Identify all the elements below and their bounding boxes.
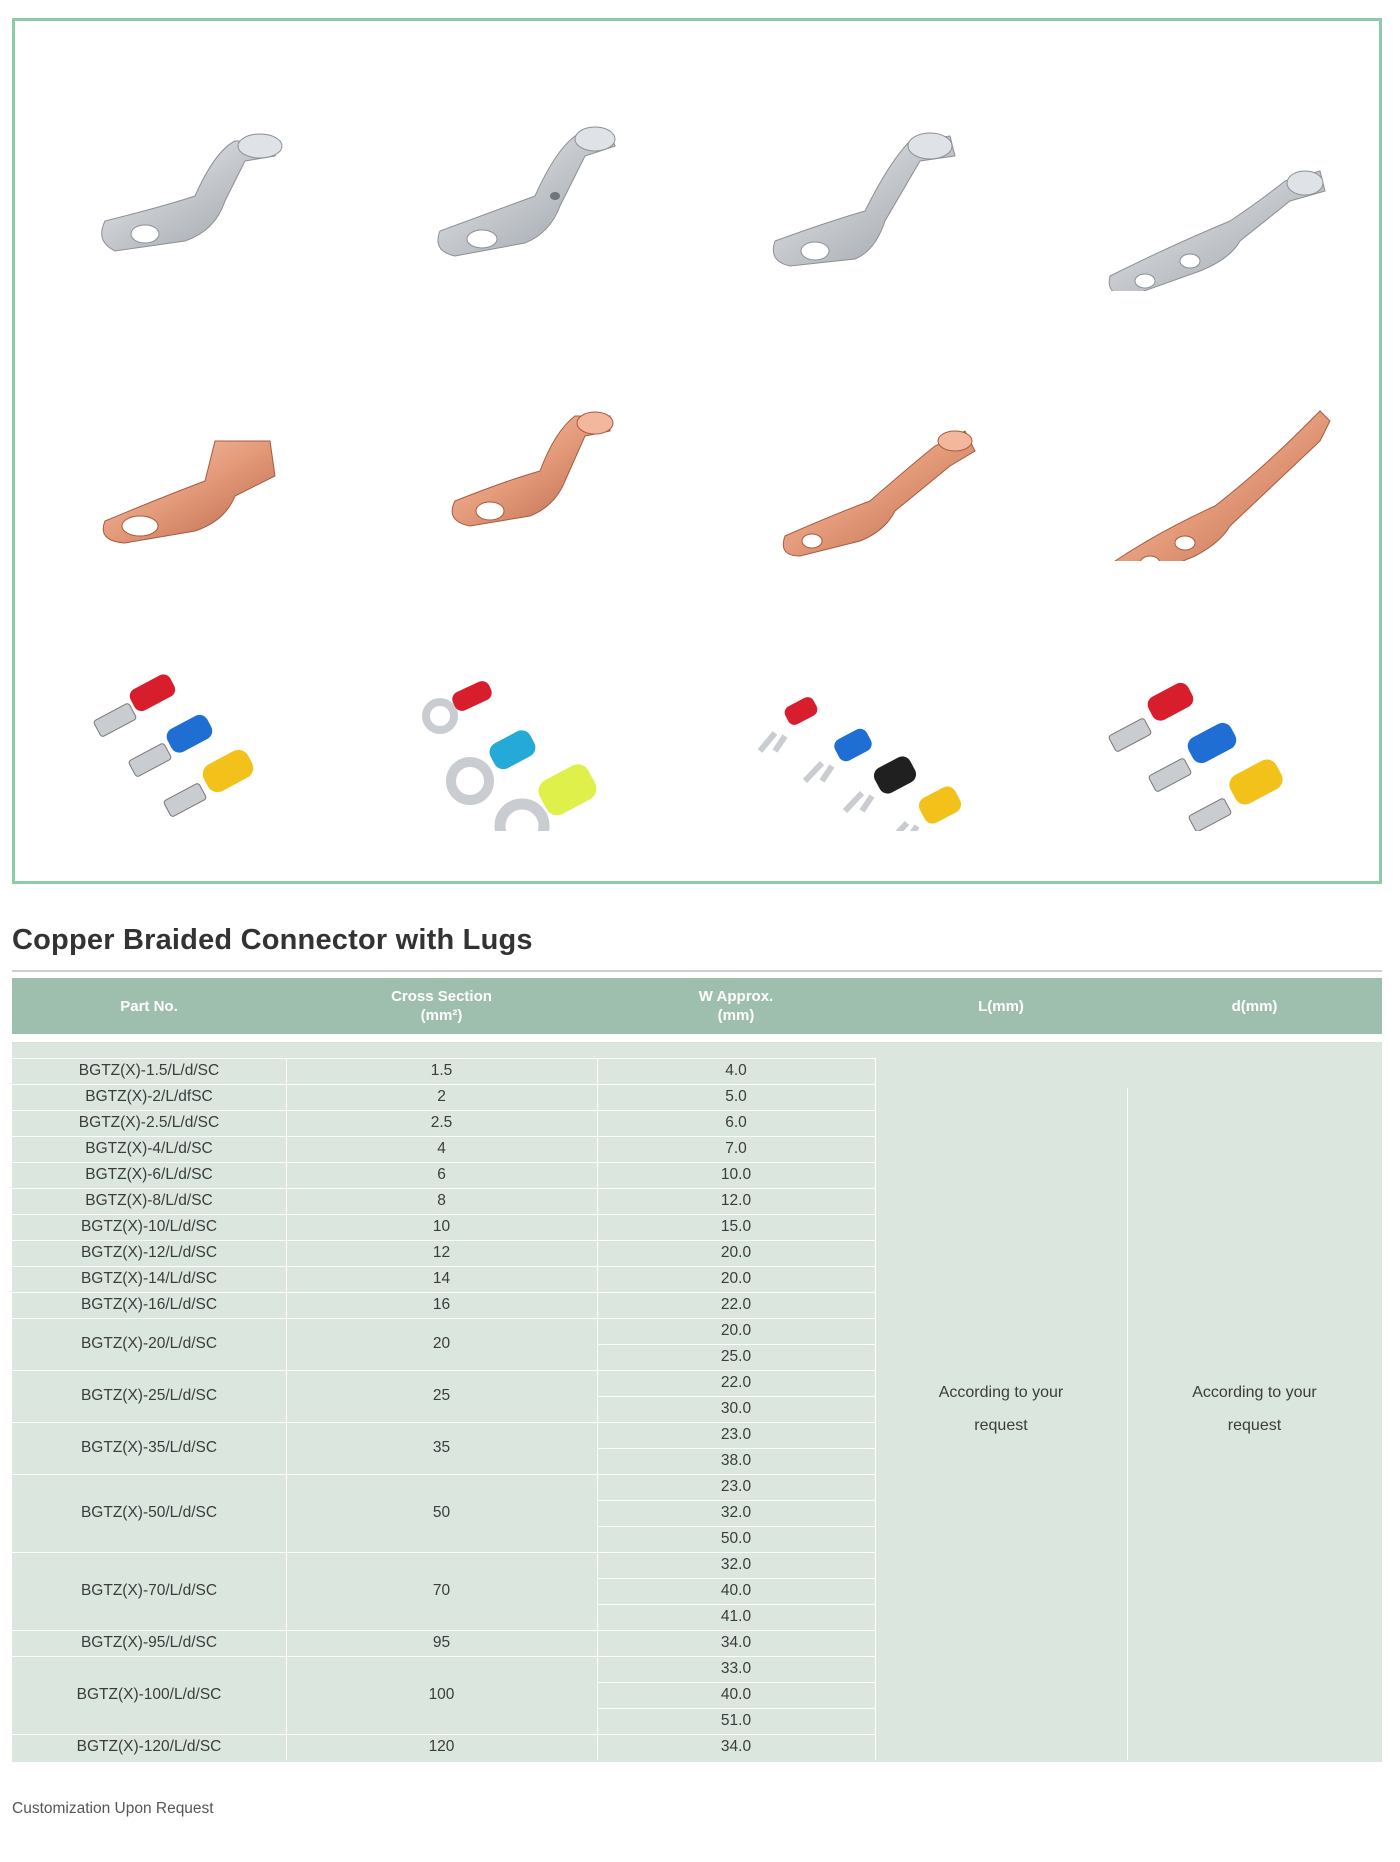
d-mm-value: According to your request — [1192, 1384, 1317, 1434]
header-d-mm — [1127, 978, 1382, 1034]
row-divider — [12, 1370, 875, 1371]
column-divider — [1127, 1088, 1128, 1760]
cross-section-cell: 16 — [432, 1296, 451, 1313]
w-approx-cell: 20.0 — [720, 1244, 752, 1261]
w-approx-cell: 41.0 — [720, 1608, 752, 1625]
cross-section-cell: 14 — [432, 1270, 451, 1287]
header-cross-section-unit: (mm²) — [420, 1007, 463, 1024]
footnote: Customization Upon Request — [12, 1800, 214, 1817]
part-no-cell: BGTZ(X)-16/L/d/SC — [80, 1296, 218, 1313]
header-w-approx-label: W Approx. — [698, 988, 774, 1005]
product-image — [75, 641, 335, 831]
cross-section-cell: 50 — [432, 1504, 451, 1521]
part-no-cell: BGTZ(X)-6/L/d/SC — [85, 1166, 213, 1183]
cross-section-cell: 8 — [437, 1192, 446, 1209]
column-divider — [597, 1058, 598, 1760]
cross-section-cell: 2 — [437, 1088, 446, 1105]
title-divider — [12, 970, 1382, 972]
row-divider — [12, 1552, 875, 1553]
header-l-mm-label: L(mm) — [978, 997, 1024, 1015]
row-divider — [597, 1500, 875, 1501]
w-approx-cell: 23.0 — [720, 1478, 752, 1495]
row-divider — [597, 1448, 875, 1449]
part-no-cell: BGTZ(X)-2.5/L/d/SC — [78, 1114, 220, 1131]
row-divider — [12, 1474, 875, 1475]
row-divider — [12, 1630, 875, 1631]
row-divider — [12, 1292, 875, 1293]
part-no-cell: BGTZ(X)-2/L/dfSC — [85, 1088, 213, 1105]
w-approx-cell: 23.0 — [720, 1426, 752, 1443]
product-image — [410, 641, 670, 831]
w-approx-cell: 7.0 — [725, 1140, 747, 1157]
cross-section-cell: 120 — [428, 1738, 455, 1755]
part-no-cell: BGTZ(X)-10/L/d/SC — [80, 1218, 218, 1235]
part-no-cell: BGTZ(X)-35/L/d/SC — [80, 1439, 218, 1456]
row-divider — [12, 1422, 875, 1423]
header-w-approx-unit: (mm) — [717, 1007, 755, 1024]
part-no-cell: BGTZ(X)-12/L/d/SC — [80, 1244, 218, 1261]
cross-section-cell: 20 — [432, 1335, 451, 1352]
header-part-no-label: Part No. — [120, 997, 178, 1015]
row-divider — [12, 1734, 875, 1735]
w-approx-cell: 25.0 — [720, 1348, 752, 1365]
w-approx-cell: 20.0 — [720, 1270, 752, 1287]
product-image — [410, 101, 670, 291]
header-gap — [12, 1034, 1382, 1043]
page-title: Copper Braided Connector with Lugs — [12, 924, 533, 956]
w-approx-cell: 34.0 — [720, 1738, 752, 1755]
row-divider — [12, 1136, 875, 1137]
header-d-mm-label: d(mm) — [1231, 997, 1278, 1015]
row-divider — [12, 1656, 875, 1657]
w-approx-cell: 32.0 — [720, 1556, 752, 1573]
product-image — [75, 371, 335, 561]
cross-section-cell: 25 — [432, 1387, 451, 1404]
w-approx-cell: 30.0 — [720, 1400, 752, 1417]
cross-section-cell: 10 — [432, 1218, 451, 1235]
cross-section-cell: 2.5 — [430, 1114, 453, 1131]
row-divider — [12, 1214, 875, 1215]
header-part-no — [12, 978, 286, 1034]
part-no-cell: BGTZ(X)-4/L/d/SC — [85, 1140, 213, 1157]
product-gallery — [12, 18, 1382, 884]
row-divider — [12, 1110, 875, 1111]
row-divider — [12, 1162, 875, 1163]
part-no-cell: BGTZ(X)-70/L/d/SC — [80, 1582, 218, 1599]
part-no-cell: BGTZ(X)-14/L/d/SC — [80, 1270, 218, 1287]
cross-section-cell: 95 — [432, 1634, 451, 1651]
w-approx-cell: 32.0 — [720, 1504, 752, 1521]
product-image — [410, 371, 670, 561]
column-divider — [286, 1058, 287, 1760]
product-image — [1090, 641, 1350, 831]
row-divider — [12, 1188, 875, 1189]
cross-section-cell: 4 — [437, 1140, 446, 1157]
part-no-cell: BGTZ(X)-1.5/L/d/SC — [78, 1062, 220, 1079]
column-divider — [875, 1058, 876, 1760]
row-divider — [12, 1266, 875, 1267]
cross-section-cell: 1.5 — [430, 1062, 453, 1079]
header-cross-section — [286, 978, 597, 1034]
product-image — [1090, 371, 1350, 561]
header-l-mm — [875, 978, 1127, 1034]
row-divider — [12, 1084, 875, 1085]
w-approx-cell: 5.0 — [725, 1088, 747, 1105]
w-approx-cell: 51.0 — [720, 1712, 752, 1729]
part-no-cell: BGTZ(X)-120/L/d/SC — [76, 1738, 222, 1755]
w-approx-cell: 4.0 — [725, 1062, 747, 1079]
w-approx-cell: 40.0 — [720, 1582, 752, 1599]
cross-section-cell: 6 — [437, 1166, 446, 1183]
product-image — [1090, 101, 1350, 291]
l-mm-value: According to your request — [938, 1384, 1064, 1434]
row-divider — [597, 1708, 875, 1709]
cross-section-cell: 35 — [432, 1439, 451, 1456]
product-image — [750, 641, 1010, 831]
w-approx-cell: 50.0 — [720, 1530, 752, 1547]
row-divider — [597, 1578, 875, 1579]
header-w-approx — [597, 978, 875, 1034]
header-cross-section-label: Cross Section — [391, 988, 492, 1005]
cross-section-cell: 100 — [428, 1686, 455, 1703]
w-approx-cell: 10.0 — [720, 1166, 752, 1183]
part-no-cell: BGTZ(X)-20/L/d/SC — [80, 1335, 218, 1352]
product-image — [75, 101, 335, 291]
part-no-cell: BGTZ(X)-50/L/d/SC — [80, 1504, 218, 1521]
w-approx-cell: 15.0 — [720, 1218, 752, 1235]
row-divider — [597, 1682, 875, 1683]
w-approx-cell: 38.0 — [720, 1452, 752, 1469]
row-divider — [597, 1396, 875, 1397]
spec-table — [12, 978, 1382, 1762]
w-approx-cell: 33.0 — [720, 1660, 752, 1677]
w-approx-cell: 22.0 — [720, 1374, 752, 1391]
part-no-cell: BGTZ(X)-8/L/d/SC — [85, 1192, 213, 1209]
cross-section-cell: 70 — [432, 1582, 451, 1599]
w-approx-cell: 40.0 — [720, 1686, 752, 1703]
w-approx-cell: 12.0 — [720, 1192, 752, 1209]
table-body — [12, 1043, 1382, 1762]
row-divider — [597, 1604, 875, 1605]
row-divider — [597, 1526, 875, 1527]
row-divider — [12, 1058, 875, 1059]
part-no-cell: BGTZ(X)-25/L/d/SC — [80, 1387, 218, 1404]
row-divider — [12, 1318, 875, 1319]
w-approx-cell: 22.0 — [720, 1296, 752, 1313]
w-approx-cell: 6.0 — [725, 1114, 747, 1131]
row-divider — [597, 1344, 875, 1345]
product-image — [750, 371, 1010, 561]
cross-section-cell: 12 — [432, 1244, 451, 1261]
w-approx-cell: 34.0 — [720, 1634, 752, 1651]
product-image — [750, 101, 1010, 291]
table-header — [12, 978, 1382, 1034]
w-approx-cell: 20.0 — [720, 1322, 752, 1339]
part-no-cell: BGTZ(X)-95/L/d/SC — [80, 1634, 218, 1651]
part-no-cell: BGTZ(X)-100/L/d/SC — [76, 1686, 222, 1703]
row-divider — [12, 1240, 875, 1241]
